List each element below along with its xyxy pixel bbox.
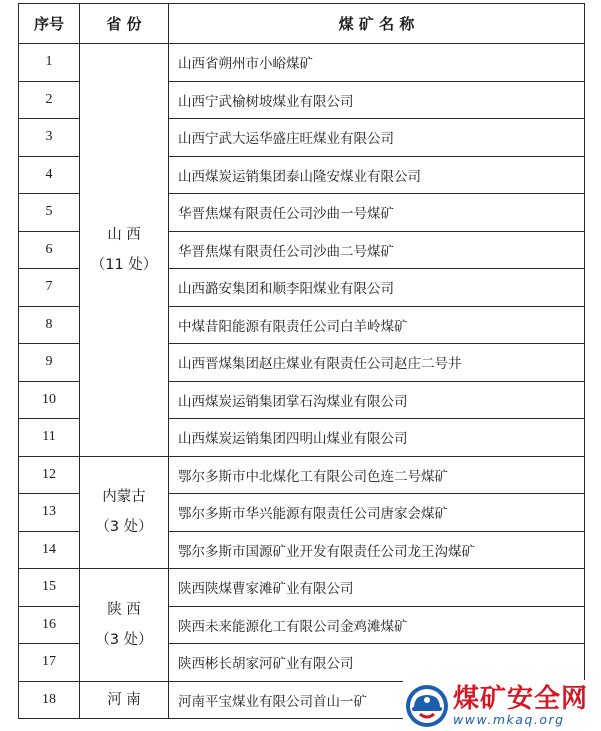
row-number: 2 [19, 81, 80, 119]
header-seq: 序号 [19, 4, 80, 44]
site-watermark [403, 680, 601, 731]
province-name: 陕 西 [107, 601, 141, 618]
mine-name: 中煤昔阳能源有限责任公司白羊岭煤矿 [169, 306, 585, 344]
province-cell-henan [80, 681, 169, 719]
mine-name: 华晋焦煤有限责任公司沙曲二号煤矿 [169, 231, 585, 269]
row-number: 5 [19, 194, 80, 232]
mine-name: 鄂尔多斯市华兴能源有限责任公司唐家会煤矿 [169, 494, 585, 532]
row-number: 1 [19, 44, 80, 82]
coal-mine-table [18, 3, 585, 719]
province-name: 山 西 [107, 226, 141, 243]
mine-name: 河南平宝煤业有限公司首山一矿 [169, 681, 585, 719]
row-number: 18 [19, 681, 80, 719]
row-number: 13 [19, 494, 80, 532]
row-number: 3 [19, 119, 80, 157]
row-number: 16 [19, 606, 80, 644]
mine-name: 陕西陕煤曹家滩矿业有限公司 [169, 569, 585, 607]
row-number: 6 [19, 231, 80, 269]
row-number: 7 [19, 269, 80, 307]
mine-name: 山西省朔州市小峪煤矿 [169, 44, 585, 82]
table-row [19, 456, 585, 494]
watermark-title: 煤矿安全网 [453, 683, 589, 714]
mine-name: 陕西彬长胡家河矿业有限公司 [169, 644, 585, 682]
header-province: 省 份 [80, 4, 169, 44]
mine-name: 鄂尔多斯市国源矿业开发有限责任公司龙王沟煤矿 [169, 531, 585, 569]
mine-name: 山西煤炭运销集团掌石沟煤业有限公司 [169, 381, 585, 419]
header-mine-name: 煤 矿 名 称 [169, 4, 585, 44]
mine-name: 山西煤炭运销集团泰山隆安煤业有限公司 [169, 156, 585, 194]
row-number: 12 [19, 456, 80, 494]
mine-name: 鄂尔多斯市中北煤化工有限公司色连二号煤矿 [169, 456, 585, 494]
row-number: 14 [19, 531, 80, 569]
row-number: 4 [19, 156, 80, 194]
province-count: （3 处） [95, 631, 153, 648]
row-number: 9 [19, 344, 80, 382]
province-count: （3 处） [95, 519, 153, 536]
row-number: 15 [19, 569, 80, 607]
mine-name: 陕西未来能源化工有限公司金鸡滩煤矿 [169, 606, 585, 644]
table-row [19, 569, 585, 607]
row-number: 10 [19, 381, 80, 419]
province-name: 内蒙古 [102, 489, 146, 506]
province-cell-shaanxi [80, 569, 169, 682]
province-count: （11 处） [90, 256, 158, 273]
row-number: 17 [19, 644, 80, 682]
header-row [19, 4, 585, 44]
watermark-url: www.mkaq.org [453, 711, 565, 727]
province-name: 河 南 [107, 691, 141, 708]
mine-name: 山西煤炭运销集团四明山煤业有限公司 [169, 419, 585, 457]
table-row [19, 44, 585, 82]
province-cell-shanxi [80, 44, 169, 457]
mine-name: 山西晋煤集团赵庄煤业有限责任公司赵庄二号井 [169, 344, 585, 382]
row-number: 11 [19, 419, 80, 457]
province-cell-inner-mongolia [80, 456, 169, 569]
mine-name: 华晋焦煤有限责任公司沙曲一号煤矿 [169, 194, 585, 232]
mine-name: 山西宁武榆树坡煤业有限公司 [169, 81, 585, 119]
mine-name: 山西宁武大运华盛庄旺煤业有限公司 [169, 119, 585, 157]
row-number: 8 [19, 306, 80, 344]
miner-helmet-icon [405, 684, 449, 728]
mine-name: 山西潞安集团和顺李阳煤业有限公司 [169, 269, 585, 307]
